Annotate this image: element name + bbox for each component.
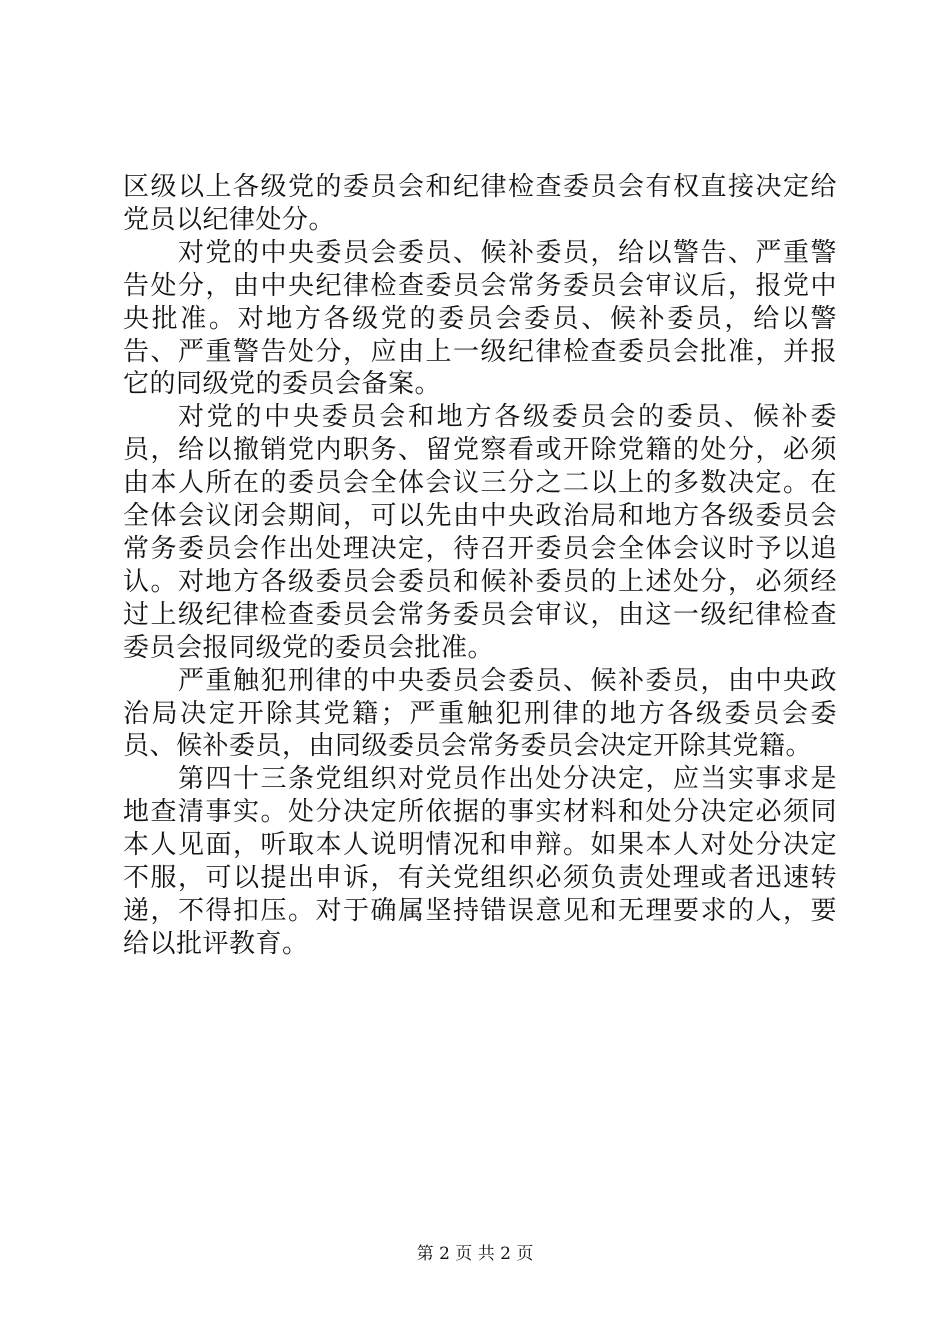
page-number-footer: 第 2 页 共 2 页: [416, 1244, 534, 1264]
document-body: [123, 171, 837, 961]
paragraph-1: 区级以上各级党的委员会和纪律检查委员会有权直接决定给党员以纪律处分。: [123, 172, 837, 235]
paragraph-3: 对党的中央委员会和地方各级委员会的委员、候补委员，给以撤销党内职务、留党察看或开除党籍的处分，必须由本人所在的委员会全体会议三分之二以上的多数决定。在全体会议闭会期间，可以先由中央政治局和地方各级委员会常务委员会作出处理决定，待召开委员会全体会议时予以追认。对地方各级委员会委员和候补委员的上述处分，必须经过上级纪律检查委员会常务委员会审议，由这一级纪律检查委员会报同级党的委员会批准。: [123, 402, 837, 663]
paragraph-4: 严重触犯刑律的中央委员会委员、候补委员，由中央政治局决定开除其党籍；严重触犯刑律的地方各级委员会委员、候补委员，由同级委员会常务委员会决定开除其党籍。: [123, 665, 837, 762]
paragraph-2: 对党的中央委员会委员、候补委员，给以警告、严重警告处分，由中央纪律检查委员会常务委员会审议后，报党中央批准。对地方各级党的委员会委员、候补委员，给以警告、严重警告处分，应由上一级纪律检查委员会批准，并报它的同级党的委员会备案。: [123, 237, 837, 400]
paragraph-5: 第四十三条党组织对党员作出处分决定，应当实事求是地查清事实。处分决定所依据的事实材料和处分决定必须同本人见面，听取本人说明情况和申辩。如果本人对处分决定不服，可以提出申诉，有关党组织必须负责处理或者迅速转递，不得扣压。对于确属坚持错误意见和无理要求的人，要给以批评教育。: [123, 764, 837, 959]
